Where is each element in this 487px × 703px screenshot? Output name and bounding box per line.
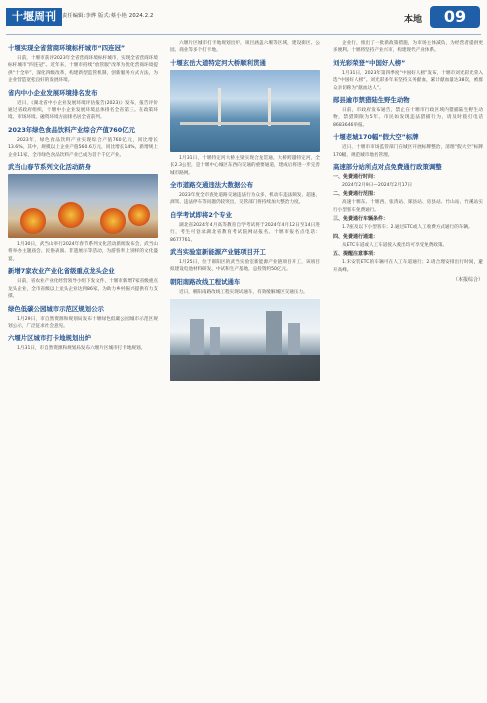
- page-number-badge: 09: [430, 6, 480, 28]
- subheading: 四、免费通行通道：: [333, 233, 379, 240]
- subheading: 二、免费通行范围：: [333, 191, 379, 198]
- source-note: （本报综合）: [452, 276, 483, 283]
- article-body: 1月29日，市自然资源和规划局发布十堰绿色低碳公园城市示范区规划公示，广泛征求社会意见。: [8, 316, 158, 329]
- article-body: 日前，省农业产业化经营领导小组下发文件，十堰市新增7家省级重点龙头企业，全市省级以上龙头企业达到86家，为助力乡村振兴提供有力支撑。: [8, 279, 158, 300]
- article-body: 日前，十堰市获评2023年全省营商环境标杆城市，实现全省营商环境标杆城市“四连冠”。近年来，十堰市持续“放管服”改革为优化营商环境提供“十全举”，深化四级改革，构建新型监管机制，创新服务方式方法，为企业营造宽松良好的发展环境。: [8, 56, 158, 84]
- headline: 朝阳南路改线工程试通车: [170, 277, 241, 286]
- subheading: 三、免费通行车辆条件：: [333, 216, 389, 223]
- headline: 武当山春节系列文化活动跻身: [8, 163, 92, 172]
- page-header: [0, 0, 487, 34]
- headline: 六堰片区城市打卡地规划出炉: [8, 334, 92, 343]
- headline: 新增7家农业产业化省级重点龙头企业: [8, 267, 115, 276]
- article-body: 1月31日，2023年第四季度“中国好人榜”发布，十堰市刘光彩光荣入选“中国好人榜”。刘光彩多年来坚持义务献血，累计献血量达38次，被群众亲切称为“献血达人”。: [333, 70, 483, 91]
- article-body: 1月25日，位于郧阳区的武当实验室新能源产业链项目开工，该项目拟建设电池材料研发、中试和生产基地，总投资约50亿元。: [170, 260, 320, 273]
- article-body: 六堰片区城市打卡地规划出炉，项目涵盖六堰等区域，建设街区、公园、商业等多个打卡地。: [170, 41, 320, 54]
- article-body: 近日，《湖北省中小企业发展环境评估报告(2023)》发布，报告评价通过省政府组织，十堰中小企业发展环境总体排名全省第三。在政策环境、市场环境、融资环境方面排名居全省前列。: [8, 100, 158, 121]
- article-body: 1月31日，十堰特定河大桥主梁实现合龙贯通。大桥跨越特定河，全长2.3公里，是十堰中心城区东西向交通的重要通道，建成后将进一步完善城市路网。: [170, 155, 320, 176]
- headline: 十堰玄岳大道特定河大桥顺利贯通: [170, 58, 266, 67]
- headline: 全市道路交通违法大数据公布: [170, 181, 254, 190]
- article-body: 近日，十堰市市场监管部门在城区开展标牌整治，清理“假大空”标牌170幅，规范城市地名管理。: [333, 145, 483, 158]
- column-middle: [170, 40, 320, 384]
- column-left: [8, 40, 158, 354]
- section-title: 本地: [404, 15, 423, 25]
- article-body: 湖北省2024年4月高等教育自学考试将于2024年4月12日至14日进行，考生可登录湖北省教育考试院网站报名。十堰市报名点电话：8677761。: [170, 222, 320, 243]
- article-body: 1月31日，市自然资源和规划局发布六堰片区城市打卡地规划。: [17, 346, 146, 352]
- article-body: 1.未安装ETC的车辆可在人工车道通行；2.请合理安排出行时间，避开高峰。: [333, 260, 483, 273]
- column-right: [333, 40, 483, 283]
- article-body: 日前，市政府发布通告，禁止在十堰市行政区域内猎捕陆生野生动物，禁猎期限为5年。市民如发现违法猎捕行为，请及时拨打电话8683646举报。: [333, 108, 483, 128]
- headline: 郧县逾市禁猎陆生野生动物: [333, 96, 410, 105]
- headline: 绿色低碳公园城市示范区规划公示: [8, 304, 104, 313]
- subheading: 五、提醒注意事项：: [333, 251, 379, 258]
- article-body: 高速十堰东、十堰西、张湾站、郧县站、房县站、竹山站、竹溪站实行小型客车免费通行。: [333, 200, 483, 213]
- headline: 省内中小企业发展环境排名发布: [8, 88, 98, 97]
- headline: 2023年绿色食品饮料产业综合产值760亿元: [8, 125, 135, 134]
- headline: 武当实验室新能源产业链项目开工: [170, 248, 266, 257]
- article-body: 1.7座及以下小型客车；2.通过ETC或人工收费方式通行的车辆。: [342, 225, 473, 231]
- lion-dance-photo: [8, 174, 158, 238]
- city-road-photo: [170, 299, 320, 381]
- article-body: 1月30日，武当山举行2024年春节系列文化活动新闻发布会，武当山将举办主题庙会、民俗表演、非遗展示等活动，为游客奉上别样的文化盛宴。: [8, 242, 158, 262]
- headline: 十堰老城170幅“假大空”标牌: [333, 133, 419, 142]
- article-body: 企业行，推出了一批新政策措施，为市场主体减负，为经营者提供更多便利。十堰将坚持产业兴市，构建现代产业体系。: [333, 41, 483, 54]
- headline: 刘光彩荣登“中国好人榜”: [333, 58, 406, 67]
- subheading: 一、免费通行时间：: [333, 174, 379, 181]
- headline: 高速部分站所点对点免费通行政策调整: [333, 163, 442, 172]
- article-body: 2024年2月9日—2024年2月17日: [342, 183, 413, 189]
- masthead-logo: 十堰周刊: [6, 8, 62, 26]
- header-divider: [6, 34, 481, 35]
- headline: 十堰实现全省营商环境标杆城市“四连冠”: [8, 44, 126, 52]
- headline: 自学考试即将2个专业: [170, 210, 232, 219]
- editor-credit: 责任编辑:李烨 版式:蔡小艳 2024.2.2: [62, 13, 154, 19]
- article-body: 近日，朝阳南路改线工程实现试通车，有效缓解城区交通压力。: [179, 289, 308, 295]
- bridge-photo: [170, 70, 320, 152]
- article-body: 2023年，绿色食品饮料产业实现综合产值760亿元，同比增长13.6%。其中，规模以上企业产值560.6万元，同比增长14%，新增规上企业11家，全市绿色食品饮料产业已成为首个千亿产业。: [8, 137, 158, 158]
- article-body: 从ETC车道或人工车道驶入驶出均可享受免费政策。: [342, 242, 448, 248]
- article-body: 2023年度全市查处道路交通违法行为众多，机动车违法频发，超速、酒驾、违法停车等问题仍较突出，交管部门将持续加大整治力度。: [170, 193, 320, 206]
